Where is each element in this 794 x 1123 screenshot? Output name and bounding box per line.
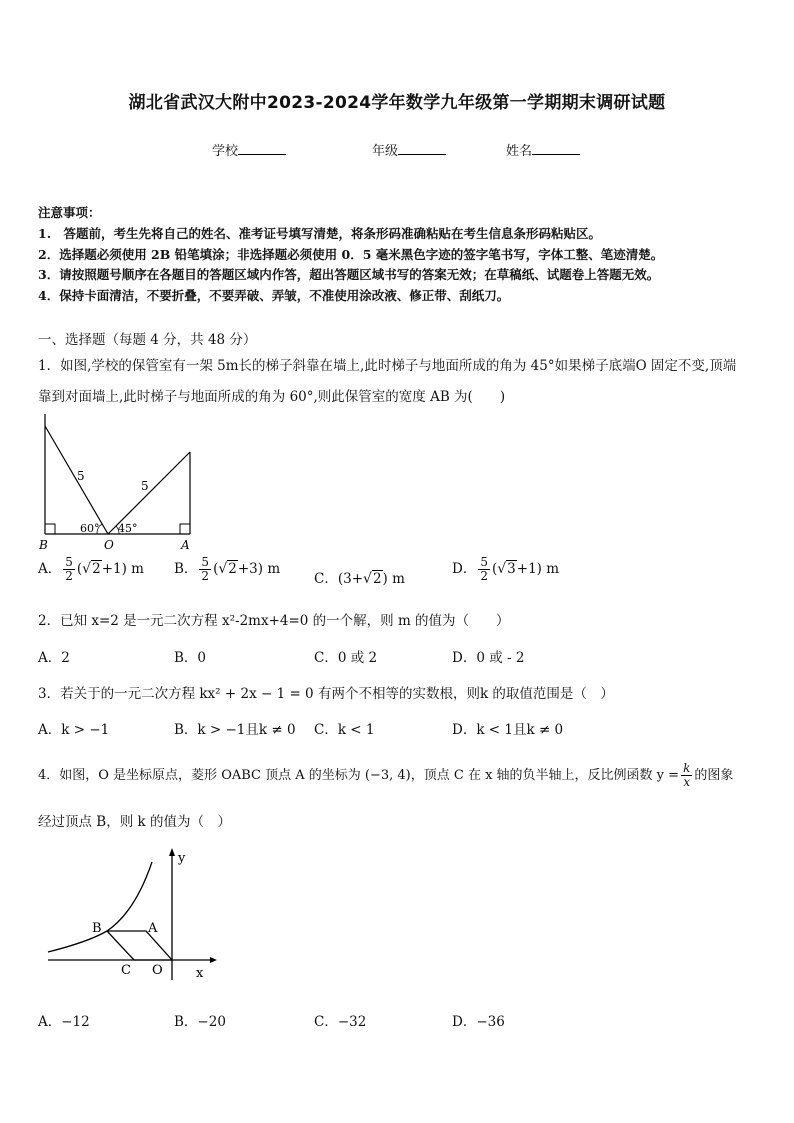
x-axis-label: x [196,966,204,981]
q4-option-c[interactable]: C．−32 [314,1014,367,1030]
y-axis-arrow [169,848,175,856]
name-blank[interactable] [532,141,580,155]
point-label-o: O [104,538,114,552]
point-label-a: A [181,538,190,552]
notice-item: 4．保持卡面清洁，不要折叠，不要弄破、弄皱，不准使用涂改液、修正带、刮纸刀。 [38,288,510,303]
q4-text-line1: 4．如图，O 是坐标原点，菱形 OABC 顶点 A 的坐标为 (−3, 4)，顶点 C 在 x 轴的负半轴上，反比例函数 y = $\frac{k}{x}$ 的图象 [38,761,734,789]
q2-option-c[interactable]: C．0 或 2 [314,650,378,666]
rhombus-oabc [107,931,172,960]
page-title: 湖北省武汉大附中2023-2024学年数学九年级第一学期期末调研试题 [128,93,666,113]
q1-ladder-figure [34,410,204,552]
name-field[interactable] [506,140,580,159]
q2-option-a[interactable]: A．2 [38,650,70,666]
q3-option-a[interactable]: A．k > −1 [38,722,110,738]
right-angle-mark-left [45,524,55,534]
notice-heading: 注意事项： [38,205,101,220]
point-label-c: C [121,963,131,978]
angle-label-60: 60° [80,522,100,535]
point-label-o: O [152,963,163,978]
q1-option-d[interactable]: D． $\frac{5}{2}$ (√3+1) m [452,555,560,583]
hyperbola-curve [48,862,152,952]
point-label-b: B [92,921,102,936]
q4-option-d[interactable]: D．−36 [452,1014,505,1030]
q4-option-a[interactable]: A．−12 [38,1014,90,1030]
notice-item: 1. 答题前，考生先将自己的姓名、准考证号填写清楚，将条形码准确粘贴在考生信息条形码粘贴区。 [38,226,602,241]
q1-option-c[interactable]: C．(3+√2) m [314,571,405,587]
q3-option-c[interactable]: C．k < 1 [314,722,375,738]
school-blank[interactable] [238,141,286,155]
angle-label-45: 45° [118,522,138,535]
school-field[interactable] [212,140,286,159]
section-heading: 一、选择题（每题 4 分，共 48 分） [38,332,257,348]
grade-field[interactable] [372,140,446,159]
q3-option-d[interactable]: D．k < 1且k ≠ 0 [452,722,564,738]
grade-label: 年级 [372,144,399,159]
length-label-left: 5 [77,469,85,483]
name-label: 姓名 [506,144,533,159]
q2-text: 2．已知 x=2 是一元二次方程 x²-2mx+4=0 的一个解，则 m 的值为（ ） [38,613,510,629]
q1-option-b[interactable]: B． $\frac{5}{2}$ (√2+3) m [174,555,281,583]
q1-option-a[interactable]: A． $\frac{5}{2}$ (√2+1) m [38,555,144,583]
q4-option-b[interactable]: B．−20 [174,1014,226,1030]
notice-item: 2．选择题必须使用 2B 铅笔填涂；非选择题必须使用 0．5 毫米黑色字迹的签字笔书写，字体工整、笔迹清楚。 [38,247,664,262]
q4-text-line2: 经过顶点 B，则 k 的值为（ ） [38,814,231,830]
length-label-right: 5 [141,479,149,493]
q4-coordinate-figure [40,846,220,986]
y-axis-label: y [178,851,186,866]
q2-option-d[interactable]: D．0 或 - 2 [452,650,525,666]
x-axis-arrow [210,957,217,963]
right-angle-mark-right [180,524,190,534]
q4-fraction: $\frac{k}{x}$ [683,761,691,789]
point-label-a: A [148,921,158,936]
point-label-b: B [39,538,48,552]
q3-text: 3．若关于的一元二次方程 kx² + 2x − 1 = 0 有两个不相等的实数根，则k 的取值范围是（ ） [38,686,614,702]
q1-text-line2: 靠到对面墙上,此时梯子与地面所成的角为 60°,则此保管室的宽度 AB 为( ) [38,389,506,405]
notice-item: 3．请按照题号顺序在各题目的答题区域内作答，超出答题区域书写的答案无效；在草稿纸、试题卷上答题无效。 [38,267,660,282]
q3-option-b[interactable]: B．k > −1且k ≠ 0 [174,722,296,738]
q1-text-line1: 1．如图,学校的保管室有一架 5m长的梯子斜靠在墙上,此时梯子与地面所成的角为 45°如果梯子底端O 固定不变,顶端 [38,358,737,374]
q2-option-b[interactable]: B．0 [174,650,207,666]
grade-blank[interactable] [398,141,446,155]
school-label: 学校 [212,144,239,159]
